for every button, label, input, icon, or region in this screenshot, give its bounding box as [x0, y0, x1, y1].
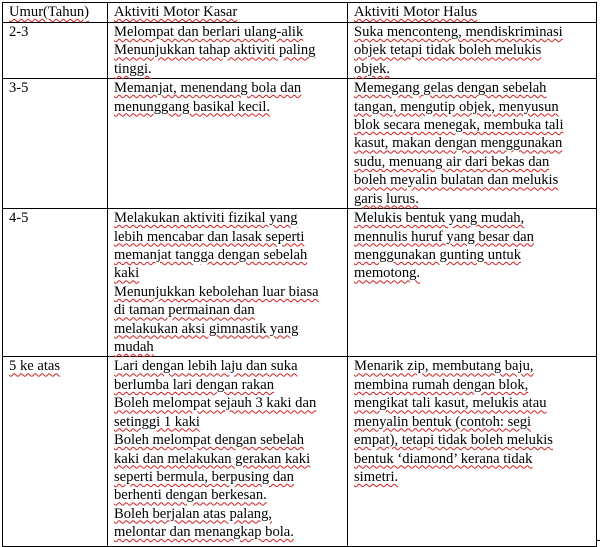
header-row	[3, 3, 597, 23]
age-cell	[3, 23, 108, 79]
cell-line: Melompat dan berlari ulang-alik	[114, 24, 304, 40]
fine-motor-cell	[348, 209, 597, 357]
cell-line: setinggi 1 kaki	[114, 413, 200, 430]
cell-line: Boleh melompat sejauh 3 kaki dan	[114, 395, 317, 412]
age-cell	[3, 79, 108, 209]
cell-line: Menunjukkan tahap aktiviti paling	[114, 42, 316, 59]
cell-line: tangan, mengutip objek, menyusun	[354, 98, 559, 115]
cell-line: tinggi.	[114, 60, 152, 77]
cell-line: lebih mencabar dan lasak seperti	[114, 228, 305, 245]
age-cell	[3, 209, 108, 357]
gross-motor-cell	[108, 357, 348, 547]
cell-line: bentuk ‘diamond’ kerana tidak	[354, 450, 533, 467]
cell-line: empat), tetapi tidak boleh melukis	[354, 432, 553, 449]
cell-line: objek.	[354, 60, 391, 77]
header-fine-motor: Aktiviti Motor Halus	[348, 3, 597, 23]
cell-line: di taman permainan dan	[114, 302, 255, 319]
gross-motor-cell	[108, 209, 348, 357]
cell-line: garis lurus.	[354, 190, 419, 207]
cell-line: mengikat tali kasut, melukis atau	[354, 395, 547, 412]
age-label: 2-3	[9, 24, 29, 40]
cell-line: Boleh berjalan atas palang,	[114, 505, 273, 522]
cell-line: menggunakan gunting untuk	[354, 247, 521, 264]
table-row	[3, 23, 597, 79]
gross-motor-cell	[108, 79, 348, 209]
child-motor-development-table	[2, 2, 597, 547]
table-row	[3, 209, 597, 357]
cell-line: kasut, makan dengan menggunakan	[354, 135, 563, 152]
fine-motor-cell	[348, 23, 597, 79]
table-row	[3, 79, 597, 209]
cell-line: memotong.	[354, 265, 421, 282]
cell-line: boleh meyalin bulatan dan melukis	[354, 172, 559, 189]
cell-line: Memanjat, menendang bola dan	[114, 80, 302, 97]
cell-line: Menunjukkan kebolehan luar biasa	[114, 283, 319, 300]
cell-line: Melukis bentuk yang mudah,	[354, 210, 525, 227]
cell-line: blok secara menegak, membuka tali	[354, 117, 564, 134]
cell-line: simetri.	[354, 468, 399, 485]
header-gross-motor: Aktiviti Motor Kasar	[108, 3, 348, 23]
cell-line: melontar dan menangkap bola.	[114, 524, 294, 541]
cell-line: Memegang gelas dengan sebelah	[354, 80, 547, 97]
cell-line: Lari dengan lebih laju dan suka	[114, 358, 298, 375]
cell-line: sudu, menuang air dari bekas dan	[354, 153, 550, 170]
cell-line: kaki dan melakukan gerakan kaki	[114, 450, 311, 467]
gross-motor-cell	[108, 23, 348, 79]
age-label: 5 ke atas	[9, 358, 61, 375]
fine-motor-cell	[348, 357, 597, 547]
age-label: 4-5	[9, 210, 29, 227]
cell-line: memanjat tangga dengan sebelah	[114, 247, 308, 264]
cell-line: mennulis huruf yang besar dan	[354, 228, 534, 245]
table-row	[3, 357, 597, 547]
header-age: Umur(Tahun)	[3, 3, 108, 23]
cell-line: Melakukan aktiviti fizikal yang	[114, 210, 298, 227]
cell-line: membina rumah dengan blok,	[354, 376, 529, 393]
cell-line: berhenti dengan berkesan.	[114, 487, 267, 504]
cell-line: berlumba lari dengan rakan	[114, 376, 275, 393]
cell-line: Suka menconteng, mendiskriminasi	[354, 24, 563, 40]
cell-line: mudah	[114, 339, 154, 356]
cell-line: seperti bermula, berpusing dan	[114, 468, 294, 485]
cell-line: objek tetapi tidak boleh melukis	[354, 42, 542, 59]
cell-line: menunggang basikal kecil.	[114, 98, 271, 115]
cell-line: melakukan aksi gimnastik yang	[114, 320, 299, 337]
cell-line: Menarik zip, membutang baju,	[354, 358, 534, 375]
age-label: 3-5	[9, 80, 29, 97]
cell-line: Boleh melompat dengan sebelah	[114, 432, 305, 449]
cell-line: kaki	[114, 265, 140, 282]
age-cell	[3, 357, 108, 547]
fine-motor-cell	[348, 79, 597, 209]
cell-line: menyalin bentuk (contoh: segi	[354, 413, 532, 430]
